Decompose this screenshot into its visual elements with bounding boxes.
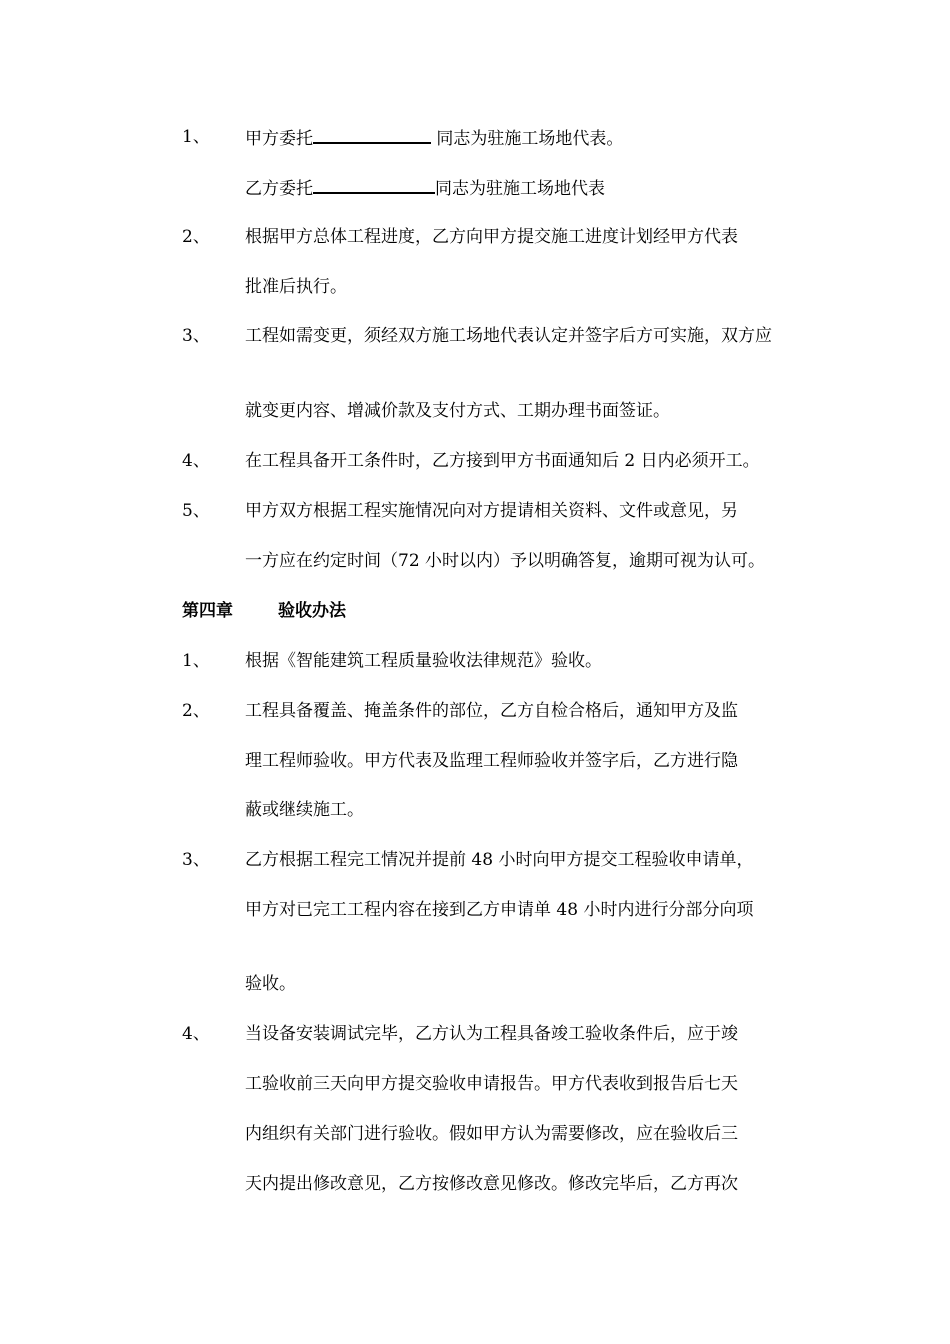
item-text: 根据甲方总体工程进度，乙方向甲方提交施工进度计划经甲方代表 — [245, 227, 738, 247]
item-text: 天内提出修改意见，乙方按修改意见修改。修改完毕后，乙方再次 — [245, 1174, 738, 1194]
item-number: 3、 — [182, 850, 210, 870]
text-segment: 同志为驻施工场地代表。 — [436, 129, 624, 149]
fill-in-blank — [313, 126, 431, 144]
item-text: 就变更内容、增减价款及支付方式、工期办理书面签证。 — [245, 401, 670, 421]
fill-in-blank — [313, 176, 435, 194]
item-text: 蔽或继续施工。 — [245, 800, 364, 820]
item-text: 验收。 — [245, 974, 296, 994]
item-text — [245, 176, 605, 200]
item-text: 甲方双方根据工程实施情况向对方提请相关资料、文件或意见，另 — [245, 501, 738, 521]
item-text: 在工程具备开工条件时，乙方接到甲方书面通知后 2 日内必须开工。 — [245, 451, 760, 471]
item-number: 3、 — [182, 326, 210, 346]
item-text: 当设备安装调试完毕，乙方认为工程具备竣工验收条件后，应于竣 — [245, 1024, 738, 1044]
item-number: 1、 — [182, 127, 210, 147]
item-number: 2、 — [182, 701, 210, 721]
item-number: 5、 — [182, 501, 210, 521]
item-text: 批准后执行。 — [245, 277, 347, 297]
item-text: 工程具备覆盖、掩盖条件的部位，乙方自检合格后，通知甲方及监 — [245, 701, 738, 721]
item-text: 工程如需变更，须经双方施工场地代表认定并签字后方可实施，双方应 — [245, 326, 772, 346]
item-text: 甲方对已完工工程内容在接到乙方申请单 48 小时内进行分部分向项 — [245, 900, 754, 920]
chapter-label: 第四章 — [182, 601, 233, 621]
item-number: 1、 — [182, 651, 210, 671]
item-number: 2、 — [182, 227, 210, 247]
text-segment: 乙方委托 — [245, 179, 313, 199]
item-number: 4、 — [182, 1024, 210, 1044]
item-text: 内组织有关部门进行验收。假如甲方认为需要修改，应在验收后三 — [245, 1124, 738, 1144]
item-text: 工验收前三天向甲方提交验收申请报告。甲方代表收到报告后七天 — [245, 1074, 738, 1094]
text-segment: 同志为驻施工场地代表 — [435, 179, 605, 199]
chapter-title: 验收办法 — [278, 601, 346, 621]
item-text: 理工程师验收。甲方代表及监理工程师验收并签字后，乙方进行隐 — [245, 751, 738, 771]
item-number: 4、 — [182, 451, 210, 471]
item-text: 根据《智能建筑工程质量验收法律规范》验收。 — [245, 651, 602, 671]
item-text: 一方应在约定时间（72 小时以内）予以明确答复，逾期可视为认可。 — [245, 551, 766, 571]
text-segment: 甲方委托 — [245, 129, 313, 149]
item-text: 乙方根据工程完工情况并提前 48 小时向甲方提交工程验收申请单， — [245, 850, 754, 870]
item-text — [245, 126, 623, 150]
